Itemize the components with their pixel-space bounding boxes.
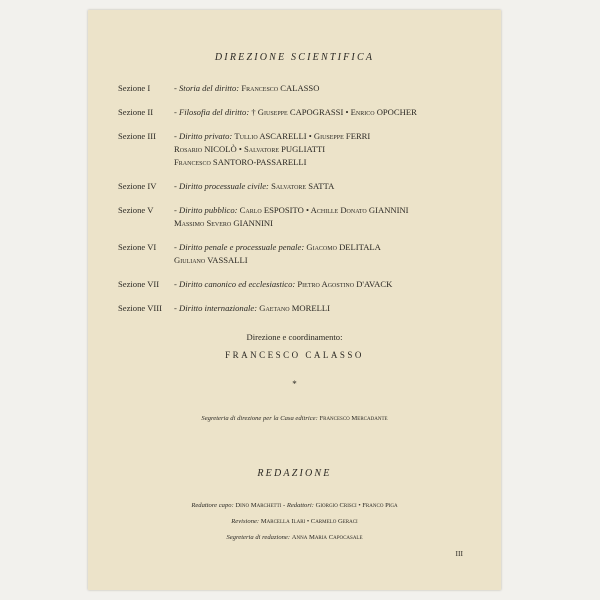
- page-number: III: [455, 549, 463, 558]
- section-label: Sezione III: [118, 131, 156, 141]
- section-names: † Giuseppe CAPOGRASSI • Enrico OPOCHER: [251, 107, 417, 117]
- section-body: [174, 82, 488, 95]
- staff-line-secretary: [88, 530, 501, 546]
- staff-line-revision: [88, 514, 501, 530]
- section-label: Sezione V: [118, 205, 154, 215]
- sections-list: [118, 82, 488, 326]
- section-label: Sezione VI: [118, 242, 157, 252]
- section-label: Sezione I: [118, 83, 151, 93]
- coordination-name: FRANCESCO CALASSO: [225, 350, 364, 360]
- section-label: Sezione VIII: [118, 303, 162, 313]
- section-names: Giuliano VASSALLI: [174, 255, 248, 265]
- section-subject: - Storia del diritto:: [174, 83, 240, 93]
- section-entry: [118, 130, 488, 169]
- secretary-label: Segreteria di redazione:: [226, 534, 291, 541]
- secretary-name: Anna Maria Capocasale: [291, 534, 363, 541]
- section-names: Tullio ASCARELLI • Giuseppe FERRI: [234, 131, 371, 141]
- section-names: Gaetano MORELLI: [259, 303, 330, 313]
- section-subject: - Diritto pubblico:: [174, 205, 238, 215]
- staff-line-editors: [88, 498, 501, 514]
- editors-label: - Redattori:: [282, 502, 314, 509]
- book-page: [88, 10, 501, 590]
- revision-label: Revisione:: [231, 518, 260, 525]
- section-label: Sezione VII: [118, 279, 160, 289]
- section-body: [174, 278, 488, 291]
- section-subject: - Diritto internazionale:: [174, 303, 258, 313]
- revision-names: Marcella Ilari • Carmelo Geraci: [260, 518, 358, 525]
- chief-editor-name: Dino Marchetti: [235, 502, 282, 509]
- section-names: Giacomo DELITALA: [306, 242, 381, 252]
- section-subject: - Diritto privato:: [174, 131, 233, 141]
- coordination-label: Direzione e coordinamento:: [246, 332, 343, 342]
- redazione-staff: [88, 498, 501, 546]
- section-subject: - Diritto penale e processuale penale:: [174, 242, 305, 252]
- section-body: [174, 204, 488, 230]
- chief-editor-label: Redattore capo:: [191, 502, 234, 509]
- section-body: [174, 241, 488, 267]
- publisher-secretary-label: Segreteria di direzione per la Casa editrice:: [201, 415, 318, 422]
- section-entry: [118, 204, 488, 230]
- section-entry: [118, 106, 488, 119]
- section-names: Massimo Severo GIANNINI: [174, 218, 274, 228]
- section-subject: - Diritto canonico ed ecclesiastico:: [174, 279, 296, 289]
- section-label: Sezione II: [118, 107, 154, 117]
- section-label: Sezione IV: [118, 181, 157, 191]
- section-subject: - Filosofia del diritto:: [174, 107, 250, 117]
- section-entry: [118, 278, 488, 291]
- star-separator: *: [292, 379, 297, 389]
- section-names: Francesco CALASSO: [241, 83, 320, 93]
- section-names: Francesco SANTORO-PASSARELLI: [174, 157, 307, 167]
- section-body: [174, 106, 488, 119]
- section-entry: [118, 180, 488, 193]
- page-title: DIREZIONE SCIENTIFICA: [214, 52, 375, 63]
- redazione-title: REDAZIONE: [257, 468, 332, 479]
- publisher-secretary: [88, 415, 501, 422]
- section-entry: [118, 241, 488, 267]
- section-body: [174, 130, 488, 169]
- section-subject: - Diritto processuale civile:: [174, 181, 269, 191]
- publisher-secretary-name: Francesco Mercadante: [319, 415, 388, 422]
- section-body: [174, 302, 488, 315]
- section-entry: [118, 302, 488, 315]
- section-names: Pietro Agostino D'AVACK: [297, 279, 393, 289]
- section-body: [174, 180, 488, 193]
- section-names: Carlo ESPOSITO • Achille Donato GIANNINI: [239, 205, 409, 215]
- editors-names: Giorgio Crisci • Franco Piga: [315, 502, 398, 509]
- section-entry: [118, 82, 488, 95]
- section-names: Salvatore SATTA: [271, 181, 335, 191]
- section-names: Rosario NICOLÒ • Salvatore PUGLIATTI: [174, 144, 326, 154]
